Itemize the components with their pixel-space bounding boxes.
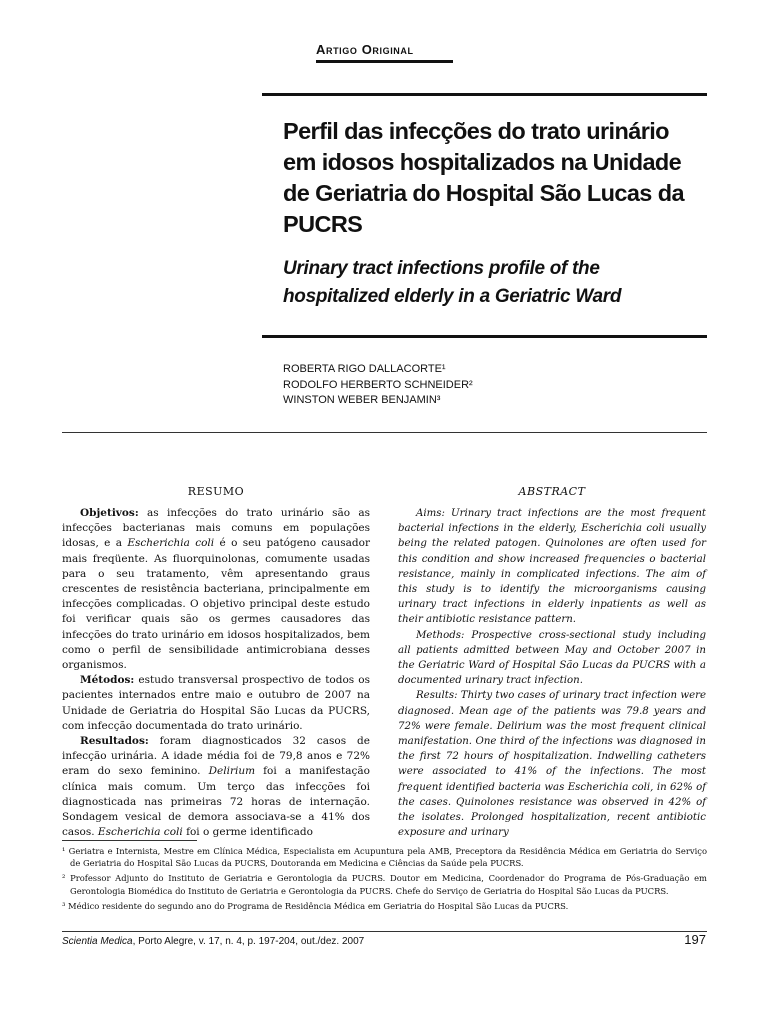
- abstract-results: Results: Thirty two cases of urinary tract infection were diagnosed. Mean age of the patients was 79.8 years and 72% were female. Delirium was the most frequent clinical manifestation. One third of the infections was diagnosed in the first 72 hours of hospitalization. Indwelling catheters were associated to 41% of the infections. The most frequent identified bacteria was Escherichia coli, in 62% of the cases. Quinolones resistance was observed in 42% of the isolates. Prolonged hospitalization, recent antibiotic exposure and urinary: [398, 690, 706, 839]
- citation-details: , Porto Alegre, v. 17, n. 4, p. 197-204, out./dez. 2007: [132, 936, 365, 947]
- author-list: [283, 362, 473, 409]
- page-number: 197: [684, 932, 706, 947]
- section-label: Artigo Original: [316, 42, 414, 57]
- footnote-rule: [62, 840, 197, 841]
- resultados-italic: Escherichia coli: [97, 826, 183, 839]
- title-bottom-rule: [262, 335, 707, 338]
- footnote: ³ Médico residente do segundo ano do Programa de Residência Médica em Geriatria do Hospital São Lucas da PUCRS.: [62, 900, 569, 911]
- objetivos-text: é o seu patógeno causador mais freqüente. As fluorquinolonas, comumente usadas para o seu tratamento, vêm apresentando graus crescentes de resistência bacteriana, principalmente em infecções complicadas. O objetivo principal deste estudo foi verificar quais são os germes causadores das infecções do trato urinário em idosos hospitalizados, bem como o perfil de sensibilidade antimicrobiana desses organismos.: [62, 537, 370, 672]
- resultados-text: foram diagnosticados 32 casos de infecção urinária. A idade média foi de 79,8 anos e 72% eram do sexo feminino.: [62, 735, 370, 778]
- metodos-text: estudo transversal prospectivo de todos os pacientes internados entre maio e outubro de 2007 na Unidade de Geriatria do Hospital São Lucas da PUCRS, com infecção documentada do trato urinário.: [62, 674, 370, 732]
- article-title-pt: Perfil das infecções do trato urinário em idosos hospitalizados na Unidade de Geriatria do Hospital São Lucas da PUCRS: [283, 118, 684, 237]
- footnote: ² Professor Adjunto do Instituto de Geriatria e Gerontologia da PUCRS. Doutor em Medicina, Coordenador do Programa de Pós-Graduação em Gerontologia Biomédica do Instituto de Geriatria e Gerontologia da PUCRS. Chefe do Serviço de Geriatria do Hospital São Lucas da PUCRS.: [62, 873, 707, 896]
- metodos-label: Métodos:: [80, 674, 135, 687]
- resultados-label: Resultados:: [80, 735, 149, 748]
- resumo-metodos: [62, 673, 370, 734]
- resultados-italic: Delirium: [208, 765, 256, 778]
- objetivos-label: Objetivos:: [80, 507, 139, 519]
- journal-citation: [62, 936, 364, 947]
- footer-rule: [62, 931, 707, 932]
- resumo-heading: RESUMO: [187, 485, 245, 498]
- footnote: ¹ Geriatra e Internista, Mestre em Clínica Médica, Especialista em Acupuntura pela AMB, Preceptora da Residência Médica em Geriatria do Serviço de Geriatria do Hospital São Lucas da PUCRS, Doutoranda em Medicina e Ciências da Saúde pela PUCRS.: [62, 846, 707, 869]
- article-title-en: Urinary tract infections profile of the hospitalized elderly in a Geriatric Ward: [283, 258, 622, 307]
- resultados-text: foi a manifestação clínica mais comum. Um terço das infecções foi diagnosticada nas primeiras 72 horas de internação. Sondagem vesical de demora associava-se a 41% dos casos.: [62, 765, 370, 839]
- author-name: RODOLFO HERBERTO SCHNEIDER²: [283, 378, 473, 391]
- abstract-column: [398, 506, 706, 839]
- author-name: ROBERTA RIGO DALLACORTE¹: [283, 363, 446, 375]
- resultados-text: foi o germe identificado: [182, 826, 313, 839]
- objetivos-italic: Escherichia coli: [127, 537, 215, 550]
- author-name: WINSTON WEBER BENJAMIN³: [283, 394, 441, 406]
- section-label-underline: [316, 60, 453, 63]
- title-top-rule: [262, 93, 707, 96]
- resumo-objetivos: [62, 506, 370, 673]
- resumo-column: [62, 506, 370, 839]
- abstract-methods: Methods: Prospective cross-sectional study including all patients admitted between May and October 2007 in the Geriatric Ward of Hospital São Lucas da PUCRS with a documented urinary tract infection.: [398, 629, 706, 687]
- footnotes: [62, 845, 707, 915]
- objetivos-text: as infecções do trato urinário são as infecções bacterianas mais comuns em populações idosas, e a: [62, 507, 370, 550]
- header-divider: [62, 432, 707, 433]
- abstract-heading: ABSTRACT: [518, 485, 586, 498]
- abstract-aims: Aims: Urinary tract infections are the most frequent bacterial infections in the elderly, Escherichia coli usually being the related patogen. Quinolones are often used for this condition and show increased frequencies o bacterial resistance, mainly in complicated infections. The aim of this study is to identify the microorganisms causing urinary tract infections in elderly inpatients as well as their antibiotic resistance pattern.: [398, 508, 706, 626]
- journal-name: Scientia Medica: [62, 936, 133, 947]
- resumo-resultados: [62, 734, 370, 840]
